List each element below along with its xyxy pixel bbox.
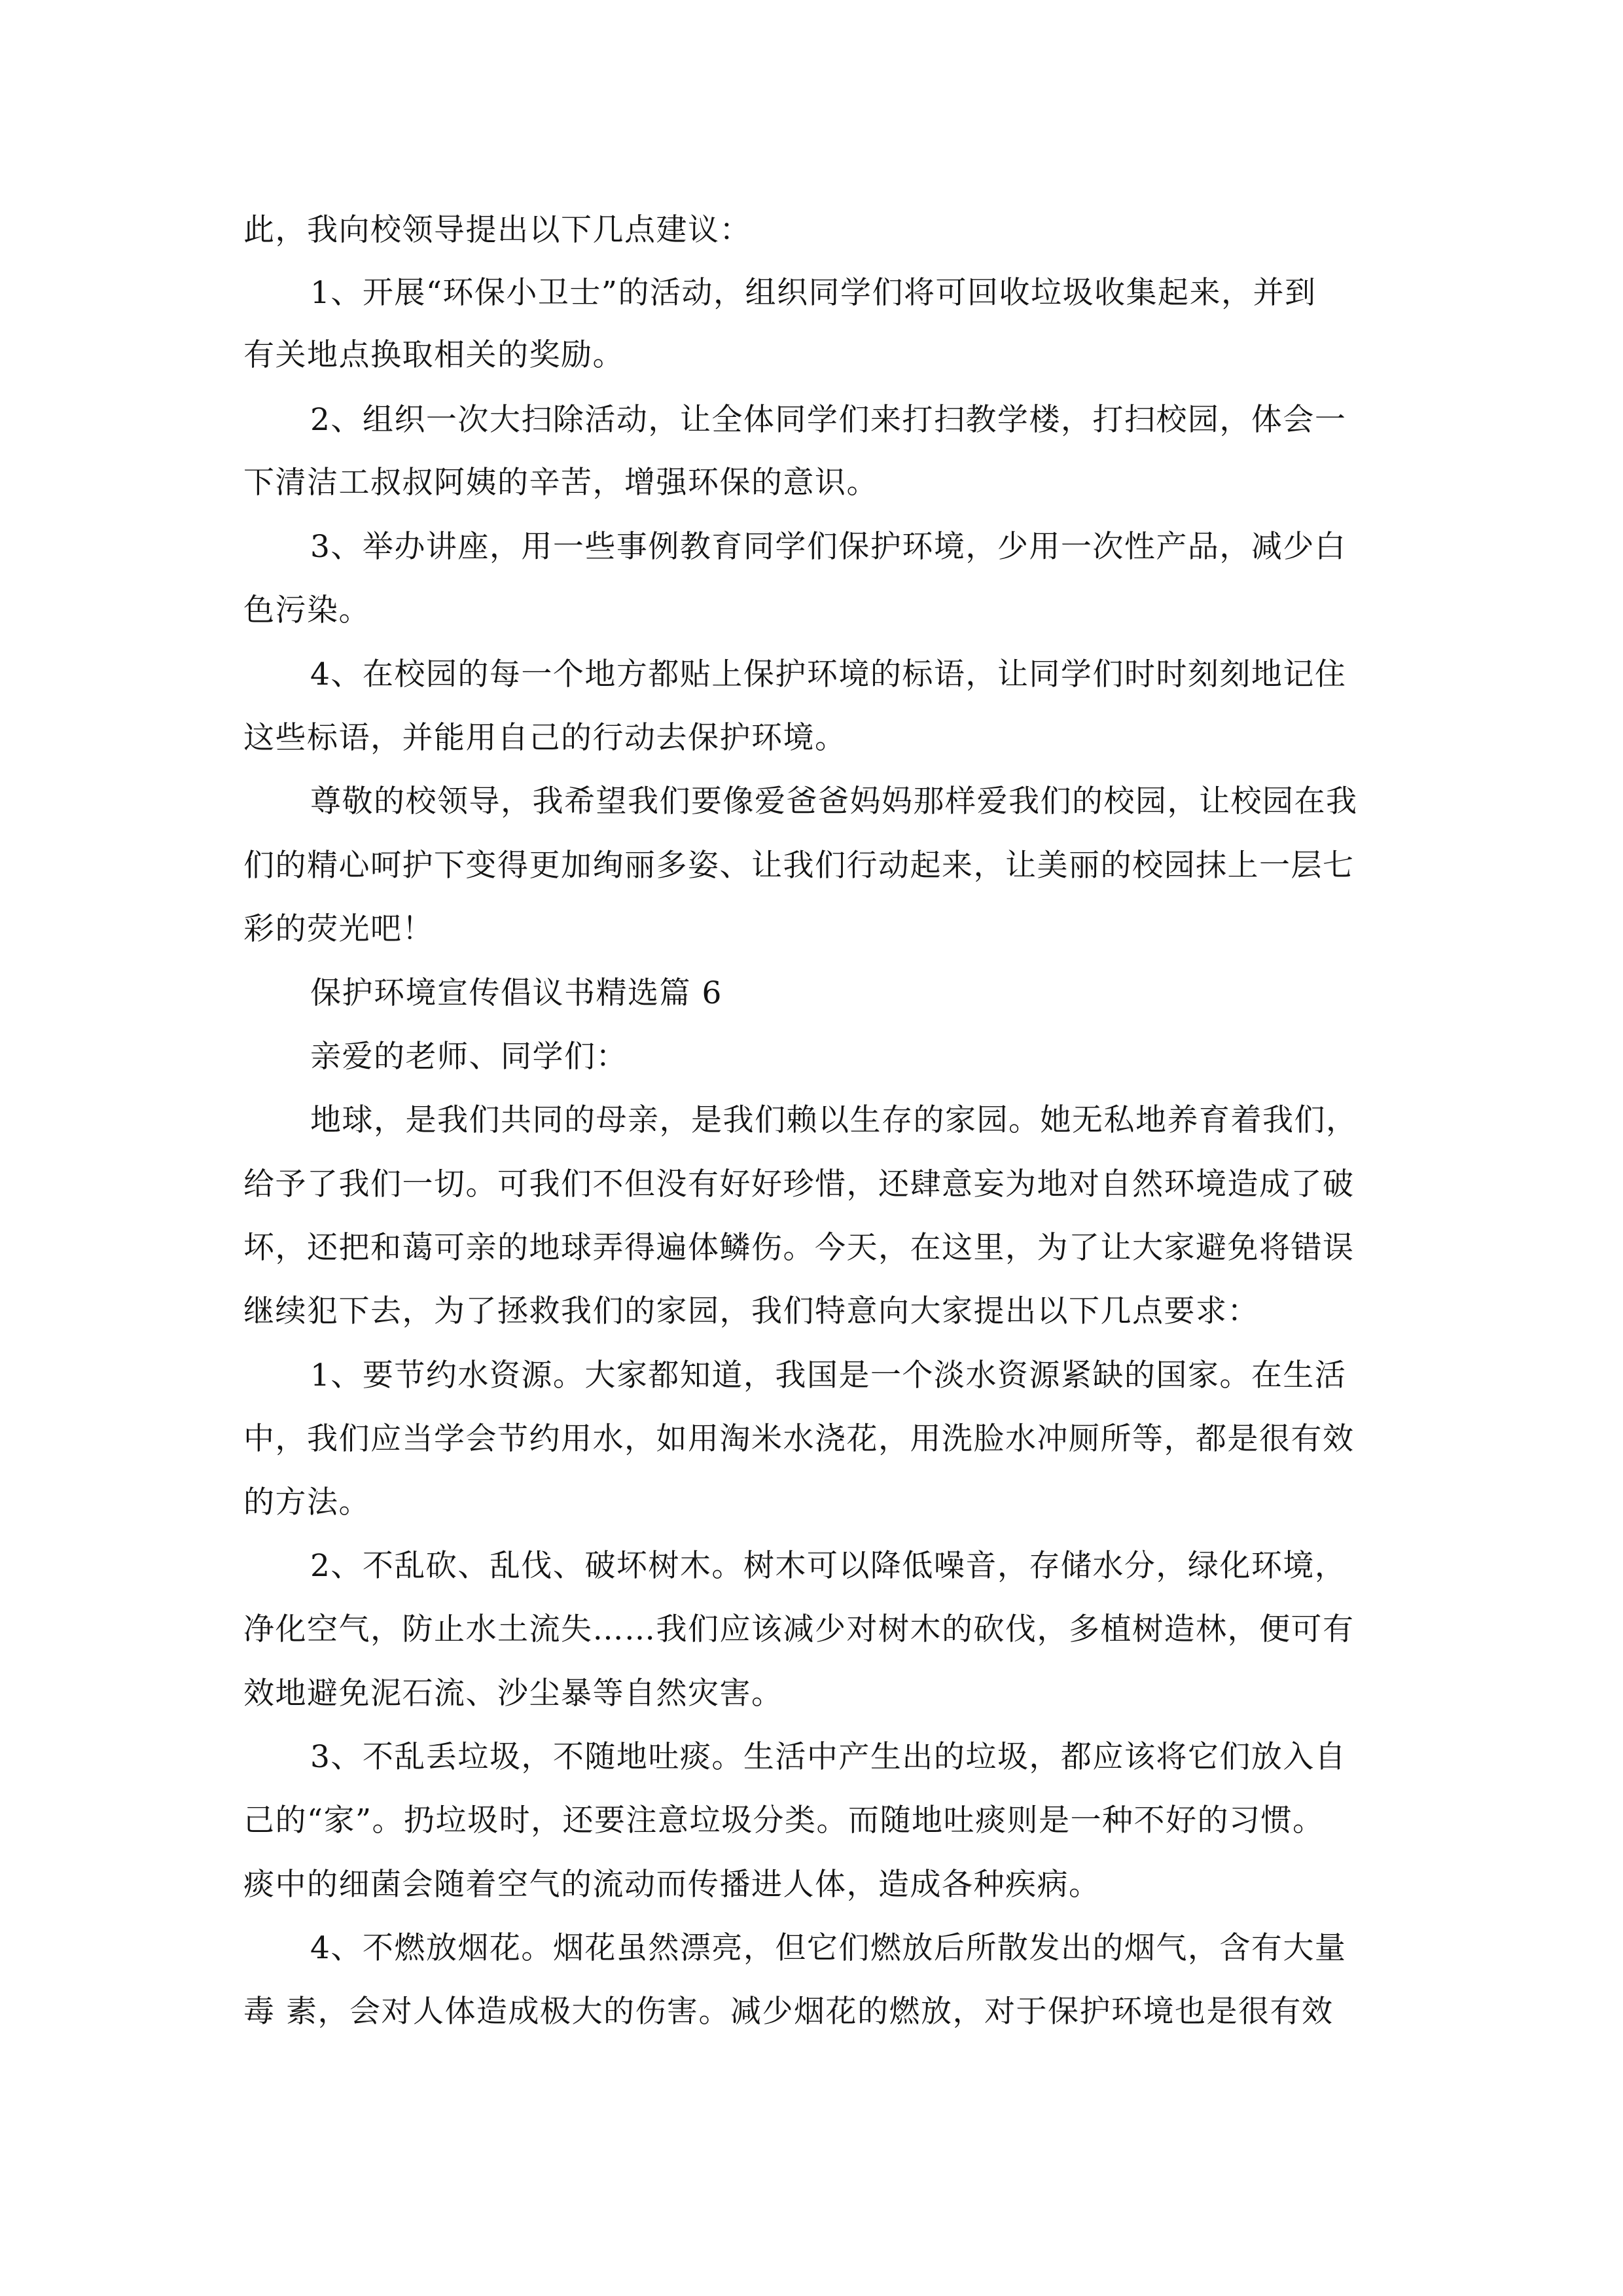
text-line: 下清洁工叔叔阿姨的辛苦，增强环保的意识。 <box>243 465 878 501</box>
text-line: 给予了我们一切。可我们不但没有好好珍惜，还肆意妄为地对自然环境造成了破 <box>243 1166 1355 1202</box>
text-line: 痰中的细菌会随着空气的流动而传播进人体，造成各种疾病。 <box>243 1867 1101 1903</box>
text-line: 己的“家”。扔垃圾时，还要注意垃圾分类。而随地吐痰则是一种不好的习惯。 <box>243 1803 1325 1839</box>
document-page <box>243 0 1395 2296</box>
text-line: 效地避免泥石流、沙尘暴等自然灾害。 <box>243 1676 783 1712</box>
text-line: 这些标语，并能用自己的行动去保护环境。 <box>243 720 847 756</box>
text-line: 毒 素，会对人体造成极大的伤害。减少烟花的燃放，对于保护环境也是很有效 <box>243 1994 1334 2030</box>
text-line: 们的精心呵护下变得更加绚丽多姿、让我们行动起来，让美丽的校园抹上一层七 <box>243 848 1355 884</box>
text-line: 此，我向校领导提出以下几点建议： <box>243 212 751 248</box>
salutation: 亲爱的老师、同学们： <box>310 1039 628 1075</box>
list-item-2-line: 2、组织一次大扫除活动，让全体同学们来打扫教学楼，打扫校园，体会一 <box>310 402 1347 438</box>
section-heading: 保护环境宣传倡议书精选篇 6 <box>310 975 722 1011</box>
text-line: 坏，还把和蔼可亲的地球弄得遍体鳞伤。今天，在这里，为了让大家避免将错误 <box>243 1230 1355 1266</box>
text-line: 有关地点换取相关的奖励。 <box>243 337 624 373</box>
text-line: 彩的荧光吧！ <box>243 911 434 947</box>
paragraph-intro-line: 地球，是我们共同的母亲，是我们赖以生存的家园。她无私地养育着我们， <box>310 1102 1358 1138</box>
request-4-line: 4、不燃放烟花。烟花虽然漂亮，但它们燃放后所散发出的烟气，含有大量 <box>310 1930 1347 1966</box>
text-line: 色污染。 <box>243 592 370 628</box>
request-1-line: 1、要节约水资源。大家都知道，我国是一个淡水资源紧缺的国家。在生活 <box>310 1357 1347 1393</box>
text-line: 净化空气，防止水土流失……我们应该减少对树木的砍伐，多植树造林，便可有 <box>243 1611 1355 1647</box>
text-line: 的方法。 <box>243 1484 370 1520</box>
text-line: 中，我们应当学会节约用水，如用淘米水浇花，用洗脸水冲厕所等，都是很有效 <box>243 1421 1355 1457</box>
request-3-line: 3、不乱丢垃圾，不随地吐痰。生活中产生出的垃圾，都应该将它们放入自 <box>310 1739 1347 1775</box>
closing-paragraph-line: 尊敬的校领导，我希望我们要像爱爸爸妈妈那样爱我们的校园，让校园在我 <box>310 783 1358 819</box>
list-item-4-line: 4、在校园的每一个地方都贴上保护环境的标语，让同学们时时刻刻地记住 <box>310 656 1347 692</box>
text-line: 继续犯下去，为了拯救我们的家园，我们特意向大家提出以下几点要求： <box>243 1293 1259 1329</box>
request-2-line: 2、不乱砍、乱伐、破坏树木。树木可以降低噪音，存储水分，绿化环境， <box>310 1548 1347 1584</box>
list-item-1-line: 1、开展“环保小卫士”的活动，组织同学们将可回收垃圾收集起来，并到 <box>310 275 1317 311</box>
list-item-3-line: 3、举办讲座，用一些事例教育同学们保护环境，少用一次性产品，减少白 <box>310 529 1347 565</box>
